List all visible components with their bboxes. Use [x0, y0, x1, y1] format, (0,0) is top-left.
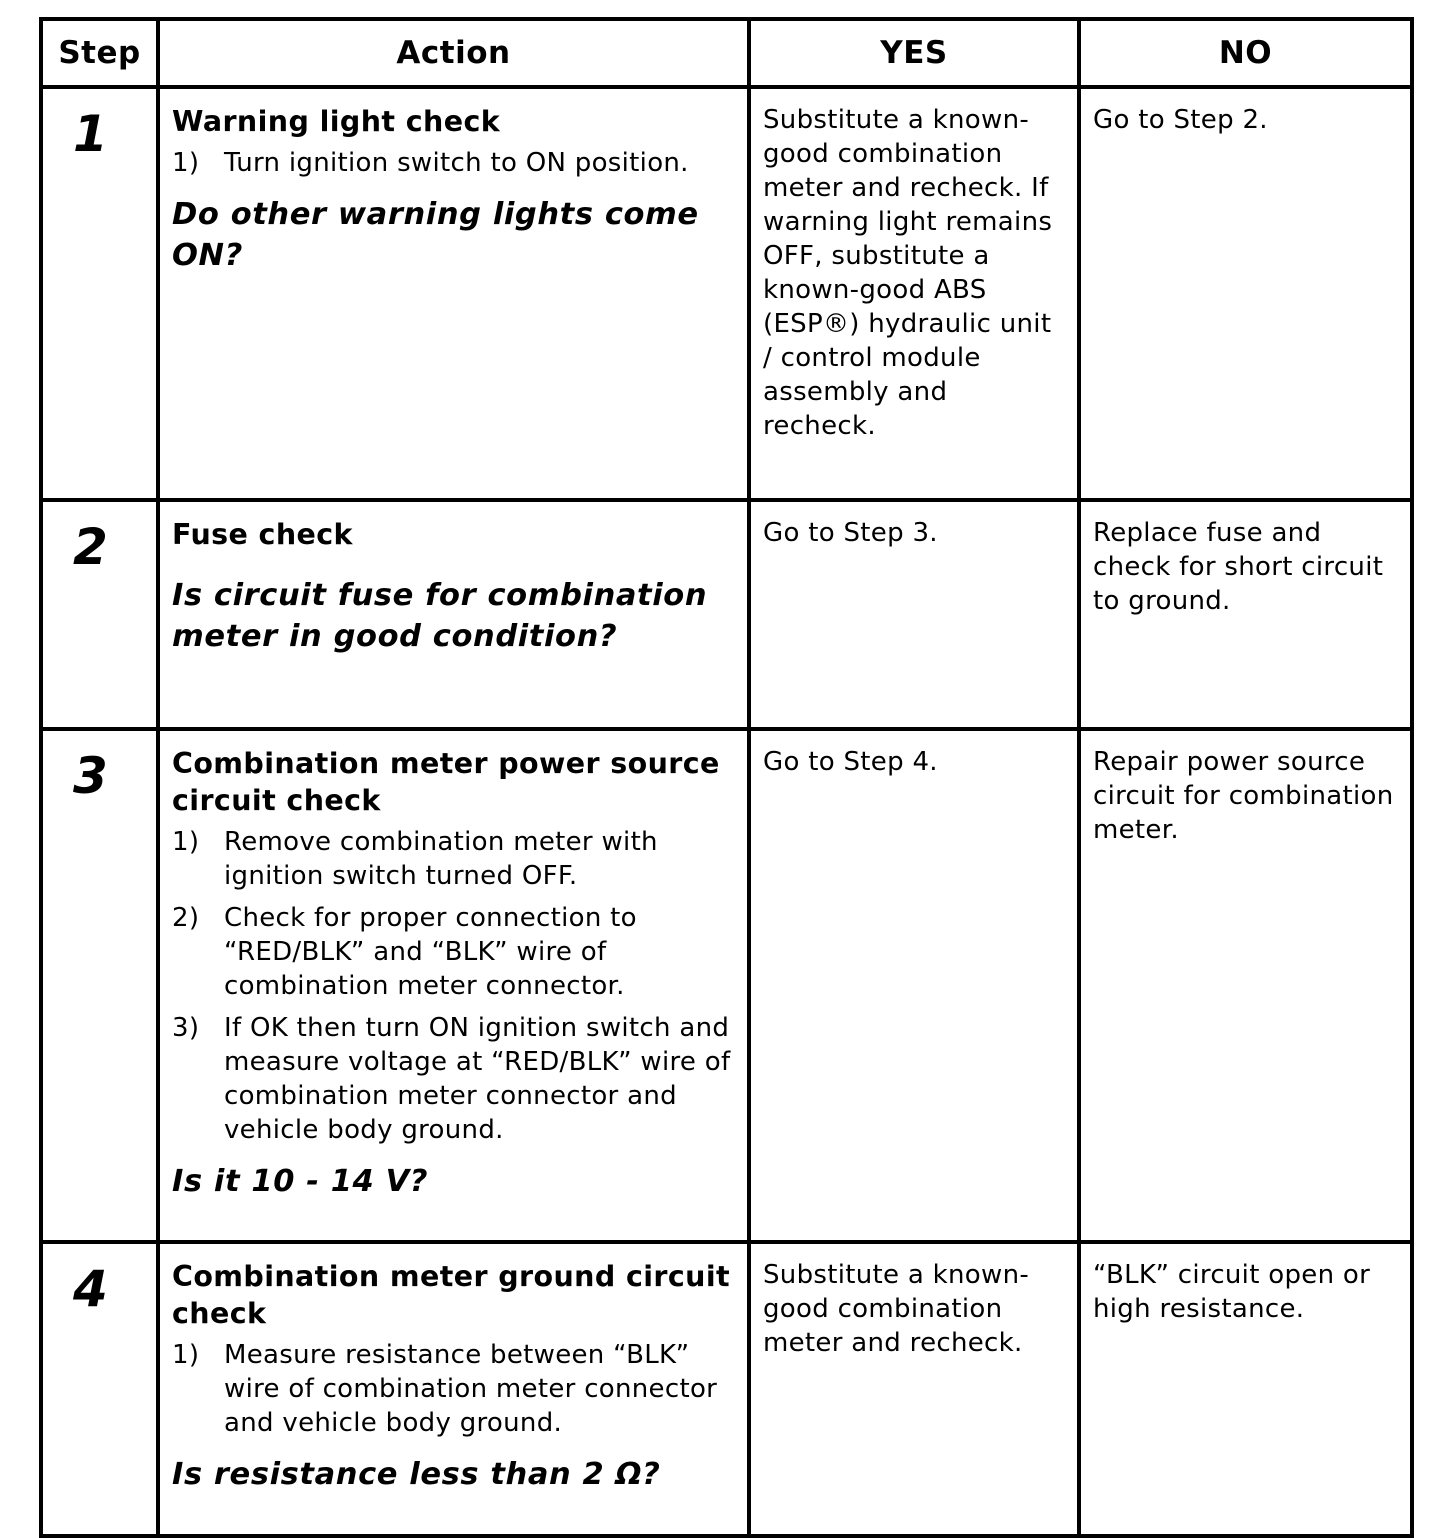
list-item — [172, 1338, 737, 1440]
action-question: Is circuit fuse for combination meter in good condition? — [172, 578, 708, 654]
yes-cell: Substitute a known-good combination meter and recheck. If warning light remains OFF, substitute a known-good ABS (ESP®) hydraulic unit / control module assembly and recheck. — [749, 87, 1079, 500]
action-title: Combination meter power source circuit check — [172, 747, 720, 817]
yes-cell: Substitute a known-good combination meter and recheck. — [749, 1242, 1079, 1536]
no-cell: “BLK” circuit open or high resistance. — [1079, 1242, 1412, 1536]
list-item-text: Turn ignition switch to ON position. — [224, 148, 689, 178]
action-steps — [172, 1338, 737, 1440]
step-number: 2 — [41, 500, 158, 729]
list-item — [172, 1011, 737, 1147]
header-yes: YES — [749, 19, 1079, 87]
action-question: Is resistance less than 2 Ω? — [172, 1457, 661, 1492]
list-item-number: 1) — [172, 148, 200, 178]
list-item-text: Measure resistance between “BLK” wire of combination meter connector and vehicle body ground. — [224, 1340, 718, 1438]
list-item-number: 1) — [172, 827, 200, 857]
list-item — [172, 146, 737, 180]
diagnostic-table — [39, 17, 1414, 1538]
action-title: Combination meter ground circuit check — [172, 1260, 731, 1330]
no-cell: Repair power source circuit for combination meter. — [1079, 729, 1412, 1242]
table-row — [41, 1242, 1412, 1536]
list-item — [172, 825, 737, 893]
yes-cell: Go to Step 3. — [749, 500, 1079, 729]
header-action: Action — [158, 19, 749, 87]
action-question: Do other warning lights come ON? — [172, 197, 699, 273]
header-no: NO — [1079, 19, 1412, 87]
action-steps — [172, 146, 737, 180]
action-title: Fuse check — [172, 518, 353, 551]
no-cell: Go to Step 2. — [1079, 87, 1412, 500]
table-row — [41, 87, 1412, 500]
list-item-text: Remove combination meter with ignition switch turned OFF. — [224, 827, 658, 891]
action-cell — [158, 87, 749, 500]
header-row — [41, 19, 1412, 87]
step-number: 1 — [41, 87, 158, 500]
table-row — [41, 500, 1412, 729]
step-number: 3 — [41, 729, 158, 1242]
step-number: 4 — [41, 1242, 158, 1536]
header-step: Step — [41, 19, 158, 87]
no-cell: Replace fuse and check for short circuit to ground. — [1079, 500, 1412, 729]
action-steps — [172, 825, 737, 1147]
list-item-text: If OK then turn ON ignition switch and measure voltage at “RED/BLK” wire of combination meter connector and vehicle body ground. — [224, 1013, 731, 1145]
action-cell — [158, 500, 749, 729]
list-item-number: 3) — [172, 1013, 200, 1043]
list-item — [172, 901, 737, 1003]
table-row — [41, 729, 1412, 1242]
action-cell — [158, 1242, 749, 1536]
action-cell — [158, 729, 749, 1242]
list-item-number: 2) — [172, 903, 200, 933]
list-item-number: 1) — [172, 1340, 200, 1370]
action-question: Is it 10 - 14 V? — [172, 1164, 429, 1199]
action-title: Warning light check — [172, 105, 501, 138]
yes-cell: Go to Step 4. — [749, 729, 1079, 1242]
list-item-text: Check for proper connection to “RED/BLK” and “BLK” wire of combination meter connector. — [224, 903, 637, 1001]
